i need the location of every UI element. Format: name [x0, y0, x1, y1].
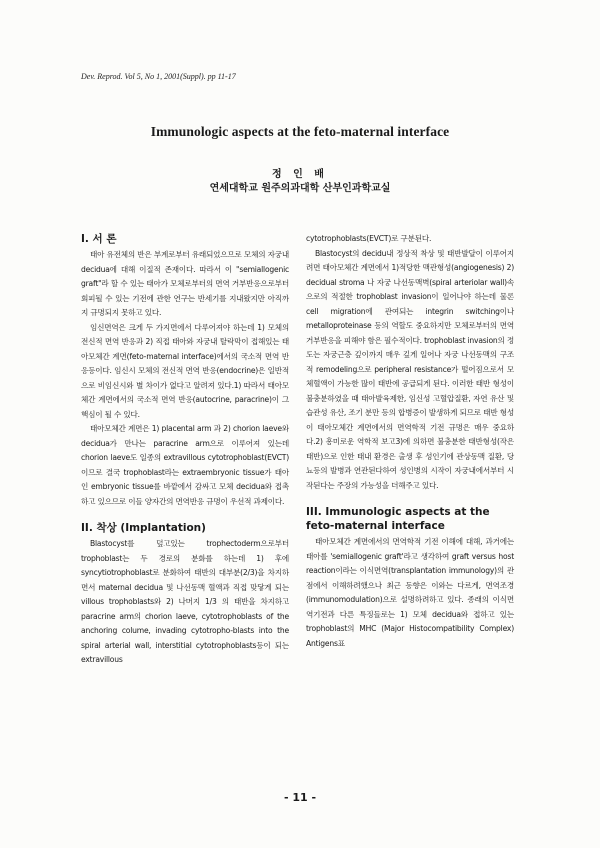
paragraph: cytotrophoblasts(EVCT)로 구분된다. [306, 234, 432, 243]
paragraph: Blastocyst를 덮고있는 trophectoderm으로부터 trophoblast는 두 경로의 분화를 하는데 1) 후에 syncytiotrophoblast로 분화하여 태반의 대부분(2/3)을 차지하면서 maternal decidua 및 나선동맥 혈액과 직접 맞닿게 되는 villous trophoblasts와 2) 나머지 1/3 의 태반을 차지하고 paracrine arm의 chorion laeve, cytotrophoblasts of the anchoring colume, invading cytotropho-blasts into the spiral arterial wall, interstitial cytotrophoblasts등이 되는 extravillous [81, 539, 289, 664]
paragraph: 태아모체간 계면에서의 면역학적 기전 이해에 대해, 과거에는 태아를 'semiallogenic graft'라고 생각하여 graft versus host reaction이라는 이식면역(transplantation immunology)의 관점에서 이해하려했으나 최근 동향은 이와는 다르게, 면역조경(immunomodulation)으로 설명하려하고 있다. 종래의 이식면역기전과 다른 특징들로는 1) 모체 decidua와 접하고 있는 trophoblast의 MHC (Major Histocompatibility Complex) Antigens표 [306, 537, 514, 648]
paper-title: Immunologic aspects at the feto-maternal interface [150, 124, 450, 139]
left-column [81, 232, 289, 668]
journal-header: Dev. Reprod. Vol 5, No 1, 2001(Suppl). pp 11-17 [81, 72, 236, 81]
paragraph: 임신면역은 크게 두 가지면에서 다루어져야 하는데 1) 모체의 전신적 면역 반응과 2) 직접 태아와 자궁내 탈락막이 접해있는 태아모체간 계면(feto-maternal interface)에서의 국소적 면역 반응등이다. 임신시 모체의 전신적 면역 반응(endocrine)은 일반적으로 비임신시와 별 차이가 없다고 알려져 있다.1) 따라서 태아모체간 계면에서의 국소적 면역 반응(autocrine, paracrine)이 그 핵심이 될 수 있다. [81, 322, 289, 419]
section-heading-introduction: I. 서 론 [81, 233, 117, 245]
right-column [306, 232, 514, 651]
section-heading-immunologic-aspects: III. Immunologic aspects at the feto-maternal interface [306, 506, 490, 532]
author-affiliation: 연세대학교 원주의과대학 산부인과학교실 [209, 183, 391, 194]
author-name: 정 인 배 [272, 169, 328, 180]
paragraph: Blastocyst의 decidu내 정상적 착상 및 태반발달이 이루어지려면 태아모체간 계면에서 1)적당한 맥관형성(angiogenesis) 2) decidual stroma 나 자궁 나선동맥벽(spiral arteriolar wall)속으로의 적절한 trophoblast invasion이 일어나야 하는데 물론 cell migration에 관여되는 integrin switching이나 metalloproteinase 등의 역할도 중요하지만 모체로부터의 면역 거부반응을 피해야 함은 필수적이다. trophoblast invasion의 정도는 자궁근층 깊이까지 매우 깊게 일어나 자궁 나선동맥의 구조적 remodeling으로 peripheral resistance가 떨어짐으로서 모체혈액이 가능한 많이 태반에 공급되게 된다. 이러한 태반 형성이 불충분하였을 때 태아발육제한, 임신성 고혈압질환, 자연 유산 및 습관성 유산, 조기 분만 등의 합병증이 발생하게 되므로 태반 형성이 태아모체간 계면에서의 면역학적 기전 규명은 매우 중요하다.2) 흥미로운 역학적 보고3)에 의하면 불충분한 태반형성(작은 태반)으로 인한 태내 환경은 출생 후 성인기에 관상동맥 질환, 당뇨등의 발병과 연관된다하여 성인병의 시작이 자궁내에서부터 시작된다는 주장의 가능성을 더해주고 있다. [306, 248, 514, 490]
section-spacer [306, 493, 514, 505]
page-number: - 11 - [283, 791, 317, 804]
paragraph: 태아 유전체의 반은 부계로부터 유래되었으므로 모체의 자궁내 decidua에 대해 이질적 존재이다. 따라서 이 "semiallogenic graft"라 할 수 있는 태아가 모체로부터의 면역 거부반응으로부터 회피될 수 있는 기전에 관한 연구는 반세기를 지내왔지만 아직까지 규명되지 못하고 있다. [81, 250, 289, 317]
section-spacer [81, 509, 289, 521]
paragraph: 태아모체간 계면은 1) placental arm 과 2) chorion laeve와 decidua가 만나는 paracrine arm으로 이루어져 있는데 chorion laeve도 일종의 extravillous cytotrophoblast(EVCT)이므로 결국 trophoblast라는 extraembryonic tissue가 태아인 embryonic tissue를 바깥에서 감싸고 모체 decidua와 접촉하고 있으므로 이들 양자간의 면역반응 규명이 우선적 과제이다. [81, 424, 289, 506]
section-heading-implantation: II. 착상 (Implantation) [81, 522, 206, 534]
